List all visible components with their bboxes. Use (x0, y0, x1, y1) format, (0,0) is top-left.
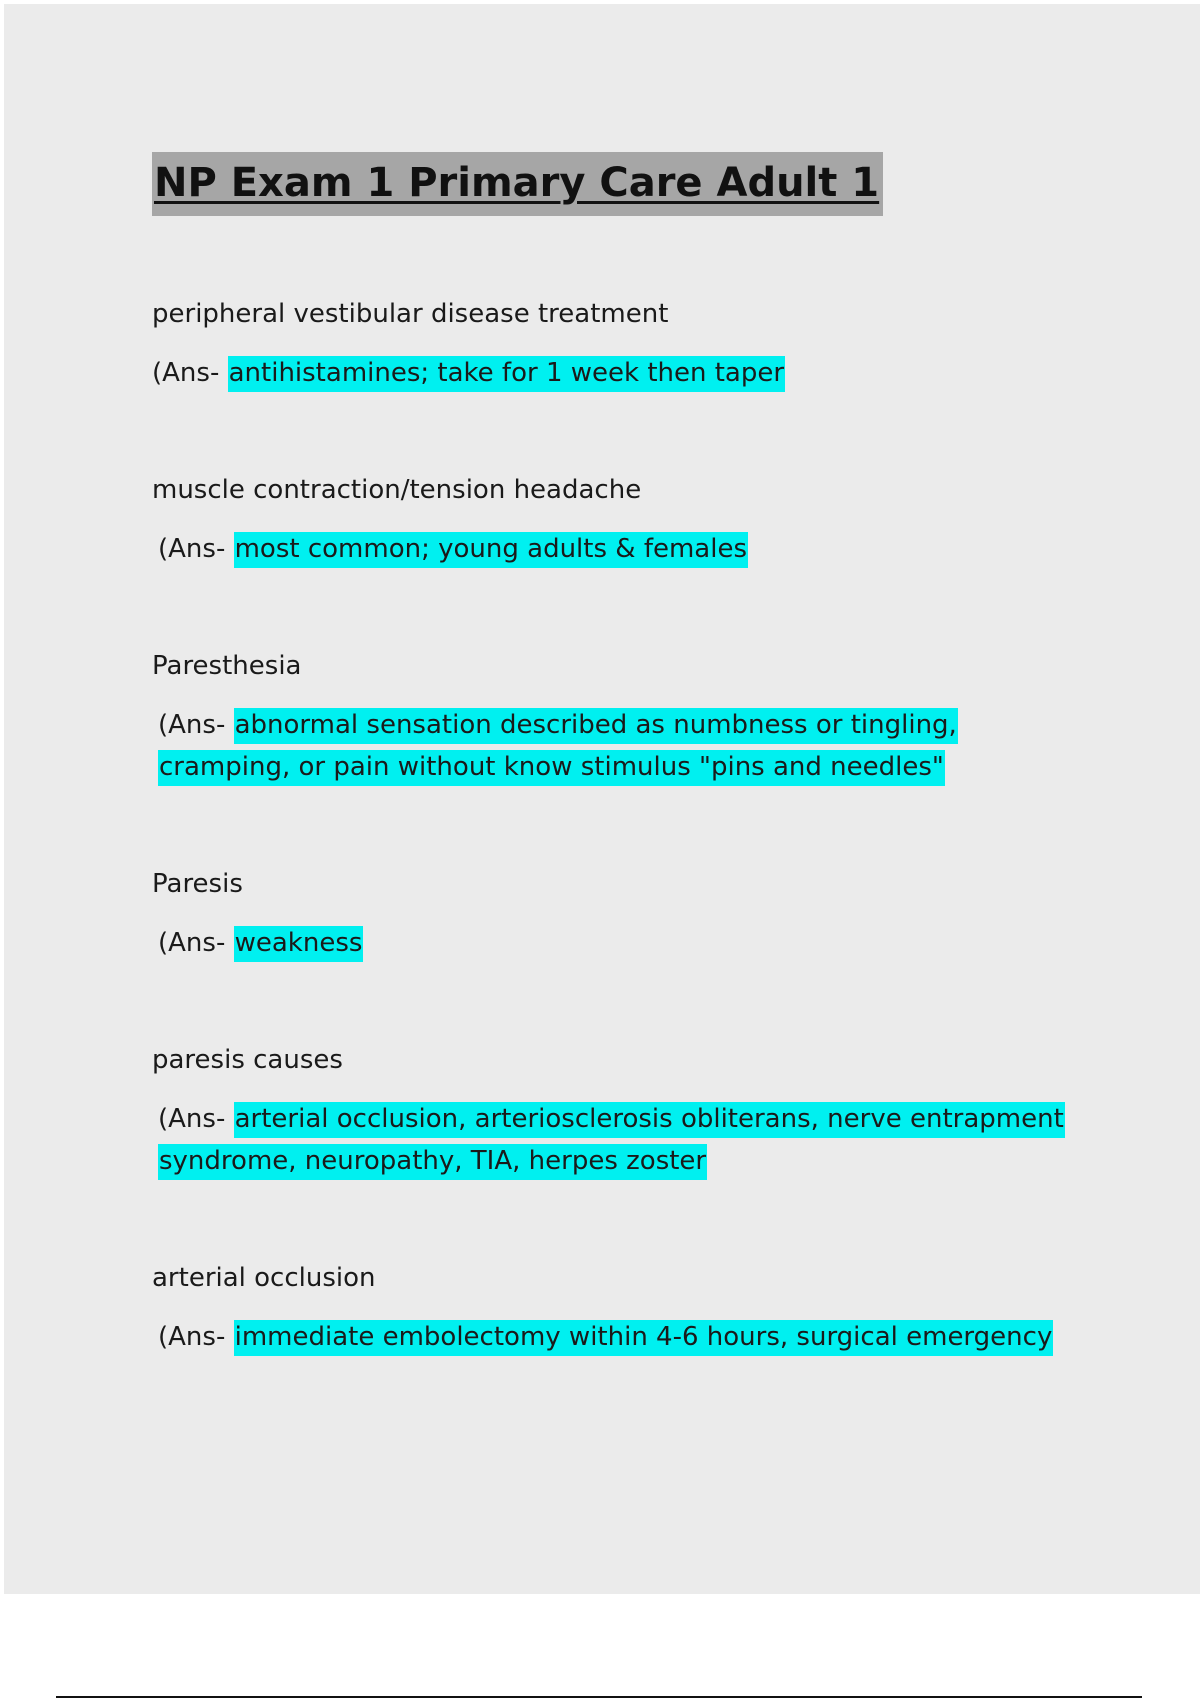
answer-line (152, 352, 1092, 394)
answer-prefix: (Ans- (158, 928, 234, 958)
qa-item (152, 294, 1092, 394)
answer-line (152, 1316, 1092, 1358)
answer-highlight: weakness (234, 926, 364, 962)
answer-highlight: arterial occlusion, arteriosclerosis obliterans, nerve entrapment syndrome, neuropathy, TIA, herpes zoster (158, 1102, 1065, 1180)
question-text: Paresis (152, 869, 243, 899)
question-text: peripheral vestibular disease treatment (152, 299, 669, 329)
qa-item (152, 646, 1092, 788)
answer-highlight: abnormal sensation described as numbness or tingling, cramping, or pain without know stimulus "pins and needles" (158, 708, 958, 786)
answer-line (152, 528, 1092, 570)
answer-highlight: immediate embolectomy within 4-6 hours, surgical emergency (234, 1320, 1054, 1356)
qa-item (152, 1040, 1092, 1182)
question-text: arterial occlusion (152, 1263, 376, 1293)
question-text: paresis causes (152, 1045, 343, 1075)
answer-highlight: antihistamines; take for 1 week then taper (228, 356, 785, 392)
document-page (4, 4, 1200, 1594)
question-text: Paresthesia (152, 651, 302, 681)
qa-item (152, 864, 1092, 964)
document-title: NP Exam 1 Primary Care Adult 1 (152, 152, 883, 216)
answer-prefix: (Ans- (158, 1322, 234, 1352)
question-text: muscle contraction/tension headache (152, 475, 642, 505)
answer-prefix: (Ans- (158, 710, 234, 740)
answer-line (152, 1098, 1092, 1182)
answer-prefix: (Ans- (158, 534, 234, 564)
footer-divider (56, 1696, 1142, 1698)
answer-line (152, 922, 1092, 964)
answer-prefix: (Ans- (158, 1104, 234, 1134)
answer-prefix: (Ans- (152, 358, 228, 388)
qa-item (152, 470, 1092, 570)
answer-line (152, 704, 1092, 788)
qa-item (152, 1258, 1092, 1358)
answer-highlight: most common; young adults & females (234, 532, 748, 568)
